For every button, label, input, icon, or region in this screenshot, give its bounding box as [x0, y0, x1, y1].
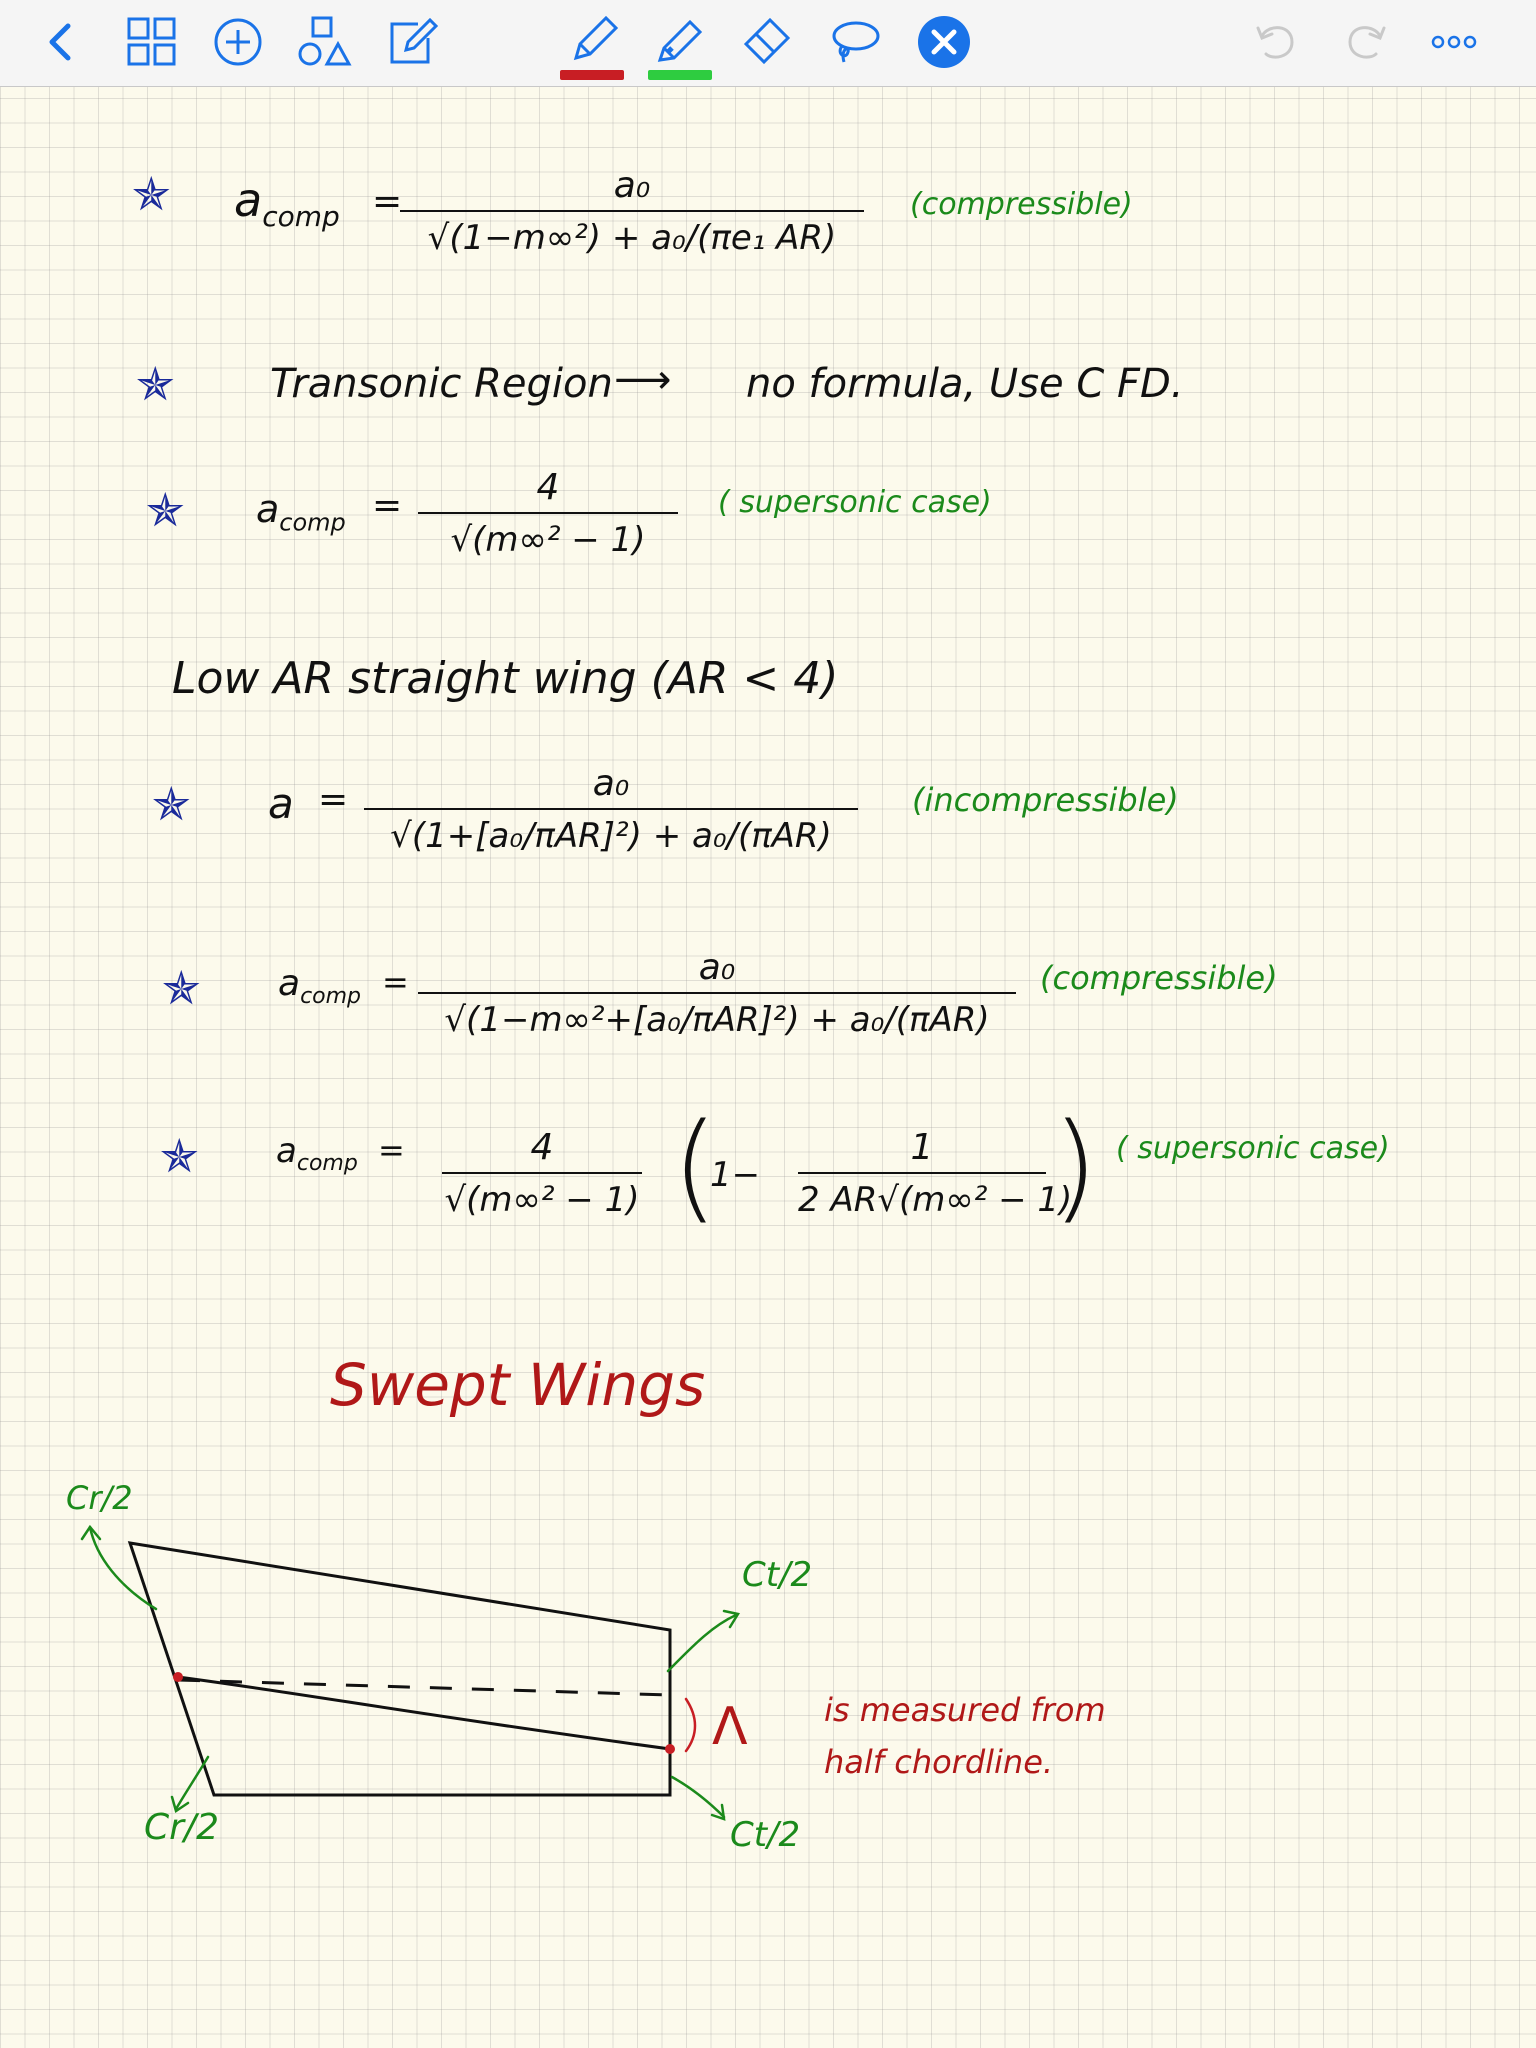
eq3-note: (incompressible)	[912, 781, 1179, 819]
eq4-equals: =	[382, 963, 409, 1001]
toolbar	[0, 0, 1536, 87]
eq2-equals: =	[372, 485, 403, 526]
pen-icon[interactable]	[562, 12, 622, 72]
star-bullet: ✯	[146, 483, 185, 537]
pen-color-swatch	[560, 70, 624, 80]
wing-planform-outline	[130, 1543, 670, 1795]
sweep-note-line2: half chordline.	[824, 1743, 1054, 1781]
eq5-lhs: $a_{comp}$	[276, 1131, 358, 1176]
half-chord-root-point	[173, 1672, 183, 1682]
add-circle-icon[interactable]	[208, 12, 268, 72]
back-chevron-icon[interactable]	[30, 12, 90, 72]
eq4-numerator: a₀	[698, 947, 736, 988]
eq3-lhs: a	[268, 779, 294, 828]
eq1-numerator: a₀	[613, 165, 651, 206]
eq1-equals: =	[372, 181, 403, 222]
cr2-bottom-arrow	[176, 1757, 208, 1809]
label-ct2-top: Ct/2	[742, 1555, 813, 1595]
left-paren: (	[672, 1097, 719, 1235]
sweep-angle-arc	[686, 1699, 695, 1751]
star-bullet: ✯	[132, 167, 171, 221]
swept-wings-title: Swept Wings	[330, 1351, 706, 1419]
half-chord-line	[178, 1677, 670, 1749]
star-bullet: ✯	[160, 1129, 199, 1183]
half-chord-tip-point	[665, 1744, 675, 1754]
ct2-top-arrow	[668, 1615, 736, 1671]
more-dots-icon[interactable]	[1424, 12, 1484, 72]
eq3-numerator: a₀	[592, 763, 630, 804]
label-ct2-bottom: Ct/2	[730, 1815, 801, 1855]
sweep-angle-symbol: Λ	[712, 1697, 748, 1757]
eq2-numerator: 4	[536, 467, 560, 508]
eq5-one-minus: 1−	[710, 1155, 761, 1195]
label-cr2-top: Cr/2	[66, 1479, 133, 1517]
label-cr2-bottom: Cr/2	[144, 1807, 219, 1848]
transonic-text: no formula, Use C FD.	[746, 361, 1184, 407]
sweep-note-line1: is measured from	[824, 1691, 1106, 1729]
right-arrow-icon: ⟶	[614, 357, 672, 403]
highlighter-icon[interactable]	[648, 12, 708, 72]
eq1-note: (compressible)	[910, 187, 1133, 222]
eq3-denominator: √(1+[a₀/πAR]²) + a₀/(πAR)	[364, 808, 858, 856]
eq5-note: ( supersonic case)	[1116, 1131, 1390, 1166]
shapes-icon[interactable]	[295, 12, 355, 72]
edit-note-icon[interactable]	[382, 12, 442, 72]
eraser-icon[interactable]	[738, 12, 798, 72]
eq5-denominator: √(m∞² − 1)	[442, 1172, 642, 1220]
eq5-numerator: 4	[530, 1127, 554, 1168]
low-ar-heading: Low AR straight wing (AR < 4)	[172, 653, 839, 704]
eq1-denominator: √(1−m∞²) + a₀/(πe₁ AR)	[400, 210, 864, 258]
swept-wing-diagram	[0, 87, 1536, 2048]
thumbnails-grid-icon[interactable]	[122, 12, 182, 72]
close-circle-icon[interactable]	[914, 12, 974, 72]
undo-icon[interactable]	[1246, 12, 1306, 72]
eq2-lhs: $a_{comp}$	[256, 487, 346, 537]
right-paren: )	[1052, 1097, 1099, 1235]
eq4-denominator: √(1−m∞²+[a₀/πAR]²) + a₀/(πAR)	[418, 992, 1016, 1040]
eq3-equals: =	[318, 779, 349, 820]
note-canvas[interactable]	[0, 87, 1536, 2048]
eq1-lhs: $a_{comp}$	[234, 173, 340, 234]
eq2-denominator: √(m∞² − 1)	[418, 512, 678, 560]
lasso-icon[interactable]	[824, 12, 884, 72]
eq5-inner-denominator: 2 AR√(m∞² − 1)	[798, 1172, 1046, 1220]
eq5-equals: =	[378, 1131, 405, 1169]
highlighter-color-swatch	[648, 70, 712, 80]
redo-icon[interactable]	[1336, 12, 1396, 72]
star-bullet: ✯	[136, 357, 175, 411]
ct2-bottom-arrow	[672, 1777, 724, 1817]
star-bullet: ✯	[162, 961, 201, 1015]
eq4-note: (compressible)	[1040, 959, 1278, 997]
eq5-inner-numerator: 1	[910, 1127, 934, 1168]
eq2-note: ( supersonic case)	[718, 485, 992, 520]
transonic-label: Transonic Region	[270, 361, 613, 407]
eq4-lhs: $a_{comp}$	[278, 963, 362, 1010]
star-bullet: ✯	[152, 777, 191, 831]
